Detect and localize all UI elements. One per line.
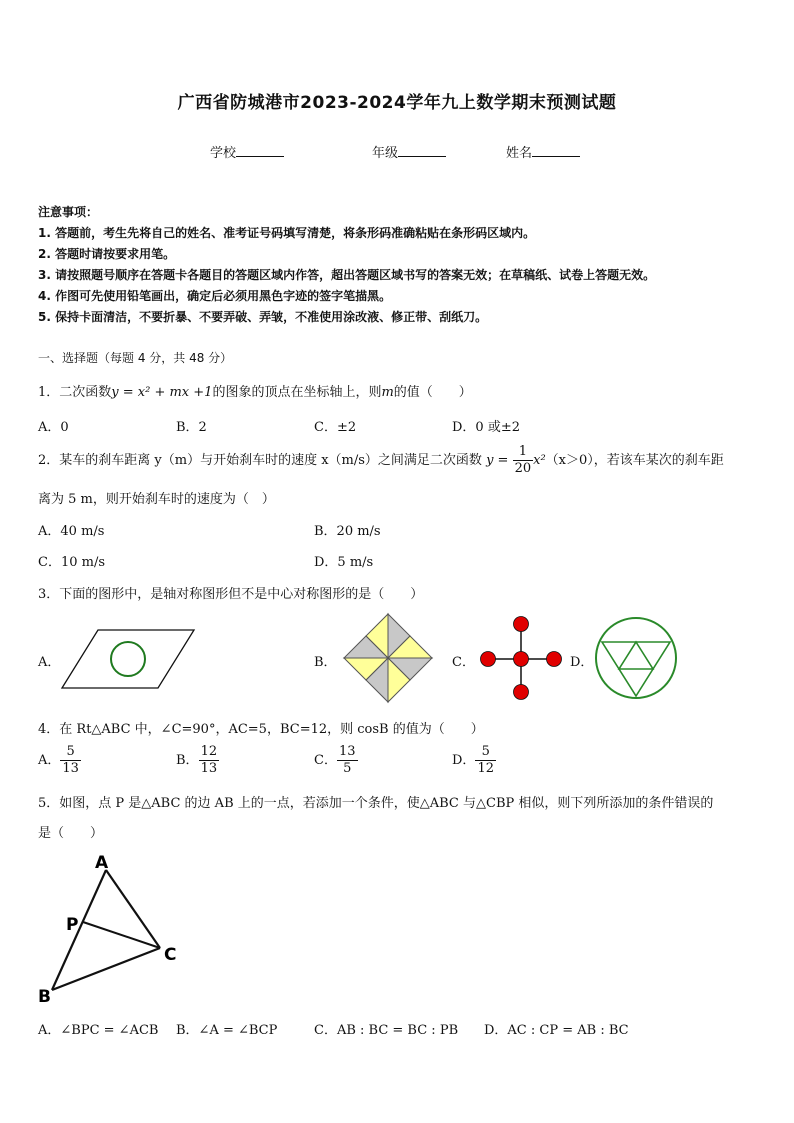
question-1	[38, 381, 472, 400]
notice-item-4: 4. 作图可先使用铅笔画出，确定后必须用黑色字迹的签字笔描黑。	[38, 289, 392, 303]
q5-line2: 是（ ）	[38, 826, 104, 841]
point-b-label: B	[38, 987, 51, 1007]
q4-a-num: 5	[60, 744, 81, 761]
page-title: 广西省防城港市2023-2024学年九上数学期末预测试题	[177, 93, 617, 113]
segment-pc	[83, 922, 160, 948]
q3-label-c: C．	[452, 655, 475, 670]
q3-figure-c	[476, 614, 566, 704]
school-label: 学校	[210, 146, 237, 161]
q4-b-label: B．	[176, 753, 199, 768]
q4-option-d	[452, 744, 496, 777]
q4-c-den: 5	[343, 761, 352, 776]
q2-post: （x＞0），若该车某次的刹车距	[545, 453, 724, 468]
name-label: 姓名	[506, 146, 533, 161]
q2-option-b: B．20 m/s	[314, 524, 381, 539]
point-c-label: C	[164, 945, 177, 965]
red-dot-right	[547, 652, 562, 667]
q1-end: 的值（ ）	[393, 385, 472, 400]
notice-item-5: 5. 保持卡面清洁，不要折暴、不要弄破、弄皱，不准使用涂改液、修正带、刮纸刀。	[38, 310, 488, 324]
q1-pre: 1．二次函数	[38, 385, 112, 400]
q3-label-a: A．	[38, 655, 61, 670]
q1-post: 的图象的顶点在坐标轴上，则	[212, 385, 382, 400]
q1-option-b: B．2	[176, 420, 207, 435]
q4-option-b	[176, 744, 219, 777]
q1-option-d: D．0 或±2	[452, 420, 520, 435]
q5-triangle-figure	[30, 848, 200, 1008]
school-field	[210, 142, 284, 161]
q2-fraction	[513, 444, 534, 477]
q3-figure-d	[592, 612, 680, 704]
question-2	[38, 444, 724, 477]
q4-d-num: 5	[475, 744, 496, 761]
notice-item-3: 3. 请按照题号顺序在答题卡各题目的答题区域内作答，超出答题区域书写的答案无效；在草稿纸、试卷上答题无效。	[38, 268, 656, 282]
outer-circle-shape	[596, 618, 676, 698]
q2-frac-den: 20	[514, 461, 532, 476]
q2-line2: 离为 5 m，则开始刹车时的速度为（ ）	[38, 492, 275, 507]
q5-option-a: A．∠BPC = ∠ACB	[38, 1023, 159, 1038]
green-circle-shape	[111, 642, 145, 676]
q2-formula-right: x²	[533, 453, 546, 468]
point-a-label: A	[95, 853, 109, 873]
red-dot-top	[514, 617, 529, 632]
question-3: 3．下面的图形中，是轴对称图形但不是中心对称图形的是（ ）	[38, 587, 424, 602]
q3-label-d: D．	[570, 655, 594, 670]
side-ac	[106, 870, 160, 948]
q4-d-den: 12	[477, 761, 494, 776]
name-field	[506, 142, 580, 161]
q1-option-a: A．0	[38, 420, 69, 435]
section-heading: 一、选择题（每题 4 分，共 48 分）	[38, 351, 233, 365]
q4-option-a	[38, 744, 81, 777]
grade-blank	[398, 144, 446, 157]
q4-c-num: 13	[338, 744, 356, 759]
q4-a-label: A．	[38, 753, 61, 768]
notice-heading: 注意事项：	[38, 205, 99, 219]
q1-var: m	[381, 385, 394, 400]
name-blank	[532, 144, 580, 157]
q2-option-c: C．10 m/s	[38, 555, 105, 570]
q3-figure-b	[338, 610, 438, 706]
red-dot-left	[481, 652, 496, 667]
q4-b-num: 12	[200, 744, 218, 759]
q2-pre: 2．某车的刹车距离 y（m）与开始刹车时的速度 x（m/s）之间满足二次函数	[38, 453, 482, 468]
question-5: 5．如图，点 P 是△ABC 的边 AB 上的一点，若添加一个条件，使△ABC 与△CBP 相似，则下列所添加的条件错误的	[38, 796, 714, 811]
inner-triangle-shape	[619, 642, 653, 669]
school-blank	[236, 144, 284, 157]
q4-a-den: 13	[62, 761, 79, 776]
grade-label: 年级	[372, 146, 399, 161]
grade-field	[372, 142, 446, 161]
q3-figure-a	[58, 626, 198, 692]
parallelogram-shape	[62, 630, 194, 688]
q3-label-b: B．	[314, 655, 337, 670]
q2-option-d: D．5 m/s	[314, 555, 374, 570]
question-4: 4．在 Rt△ABC 中，∠C=90°，AC=5，BC=12，则 cosB 的值为（ ）	[38, 722, 484, 737]
notice-item-2: 2. 答题时请按要求用笔。	[38, 247, 176, 261]
q5-option-b: B．∠A = ∠BCP	[176, 1023, 278, 1038]
q4-b-den: 13	[200, 761, 218, 776]
q4-c-label: C．	[314, 753, 337, 768]
red-dot-bottom	[514, 685, 529, 700]
q5-option-c: C．AB : BC = BC : PB	[314, 1023, 459, 1038]
q2-frac-num: 1	[513, 444, 534, 461]
red-dot-center	[514, 652, 529, 667]
q2-option-a: A．40 m/s	[38, 524, 105, 539]
notice-item-1: 1. 答题前，考生先将自己的姓名、准考证号码填写清楚，将条形码准确粘贴在条形码区域内。	[38, 226, 536, 240]
q1-option-c: C．±2	[314, 420, 357, 435]
q4-option-c	[314, 744, 358, 777]
q4-d-label: D．	[452, 753, 476, 768]
q1-formula: y = x² + mx +1	[111, 385, 213, 400]
q5-option-d: D．AC : CP = AB : BC	[484, 1023, 629, 1038]
point-p-label: P	[66, 915, 79, 935]
pinwheel-shape	[344, 614, 432, 702]
q2-formula-left: y =	[486, 453, 509, 468]
